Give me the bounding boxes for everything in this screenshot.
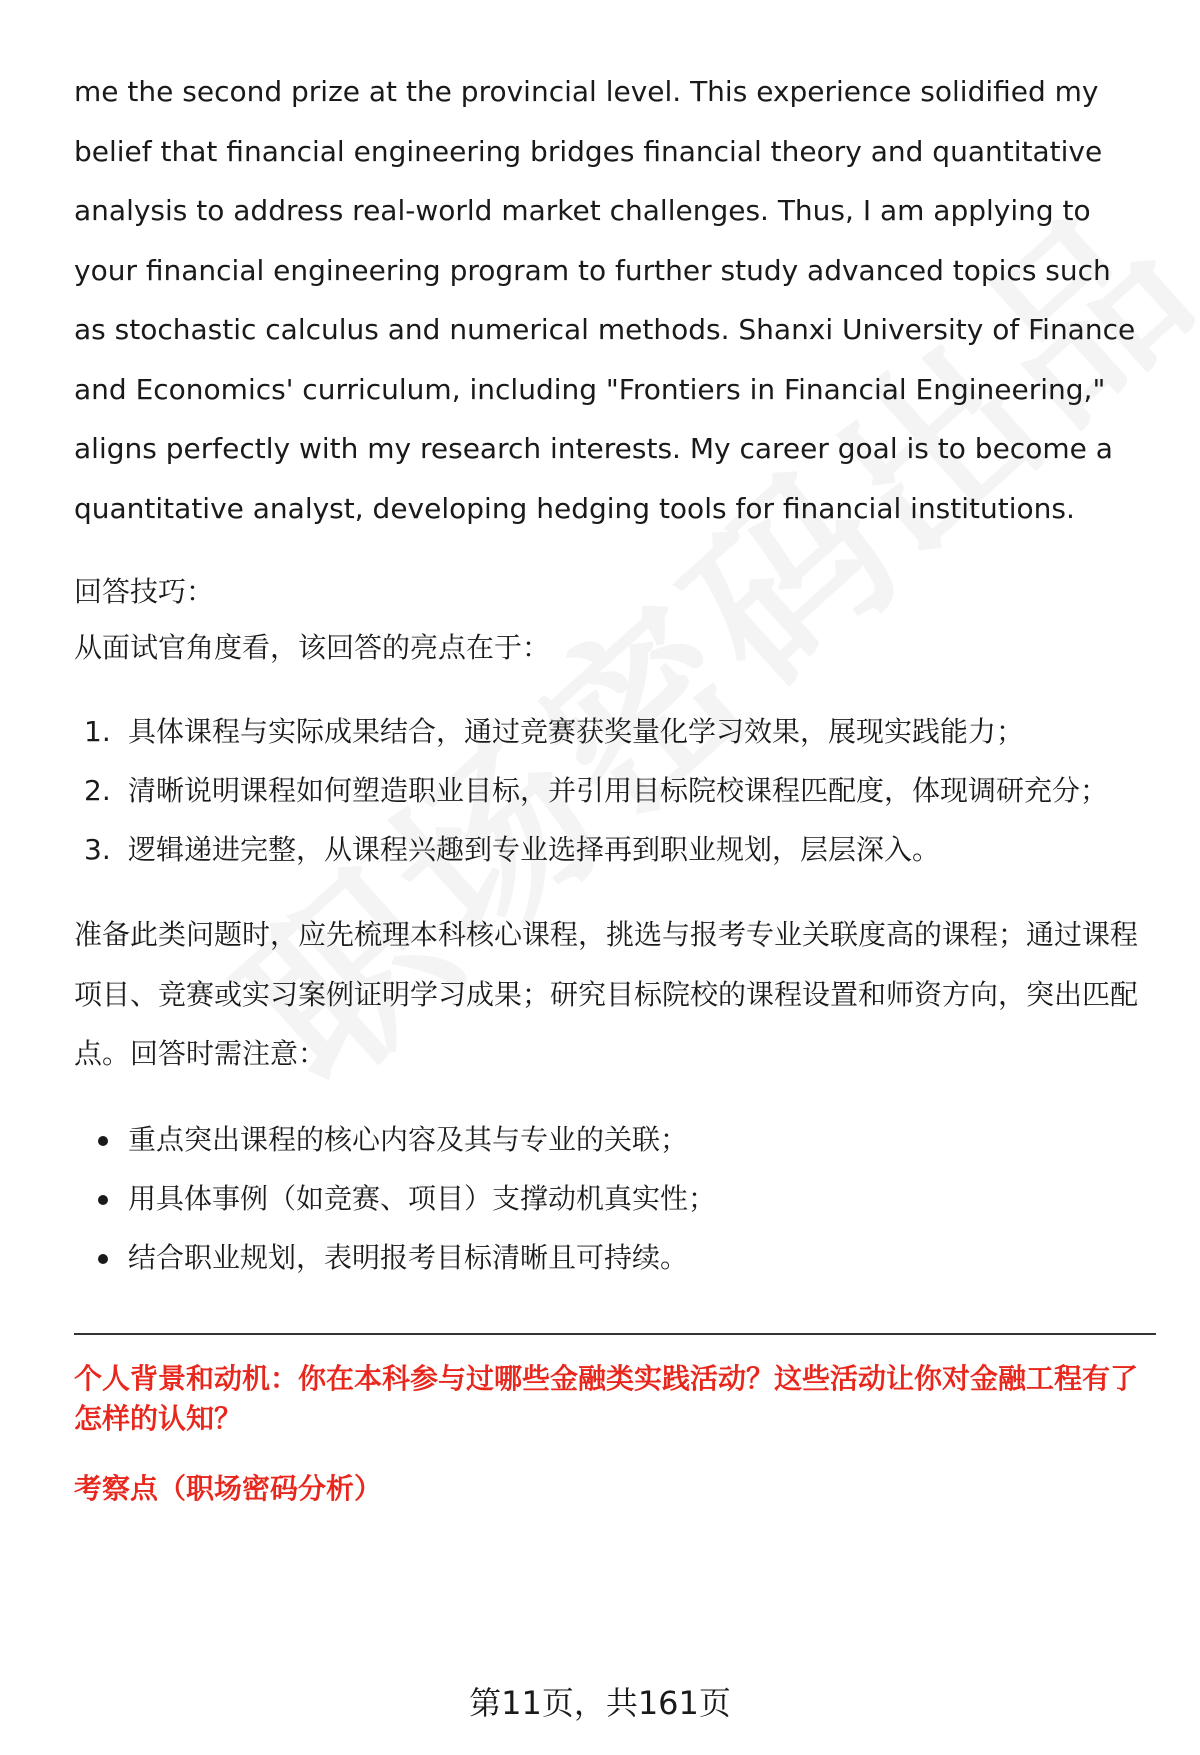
list-item: 结合职业规划，表明报考目标清晰且可持续。 [74,1228,1154,1287]
paragraph-line: quantitative analyst, developing hedging tools for financial institutions. [74,491,1075,525]
page-number: 第11页，共161页 [469,1684,731,1722]
paragraph-line: as stochastic calculus and numerical methods. Shanxi University of Finance [74,313,1136,346]
list-item [74,702,1154,761]
highlight-list [74,702,1154,879]
paragraph-line: aligns perfectly with my research interests. My career goal is to become a [74,432,1113,465]
list-item: 重点突出课程的核心内容及其与专业的关联； [74,1110,1154,1169]
next-question-heading: 个人背景和动机：你在本科参与过哪些金融类实践活动？这些活动让你对金融工程有了怎样的认知？ [74,1361,1139,1435]
prep-paragraph: 准备此类问题时，应先梳理本科核心课程，挑选与报考专业关联度高的课程；通过课程项目、竞赛或实习案例证明学习成果；研究目标院校的课程设置和师资方向，突出匹配点。回答时需注意： [74,918,1139,1070]
tips-heading: 回答技巧： [74,575,215,608]
paragraph-line: your financial engineering program to further study advanced topics such [74,253,1111,287]
english-answer-paragraph [74,62,1154,538]
exam-point-heading: 考察点（职场密码分析） [74,1471,383,1505]
list-item: 用具体事例（如竞赛、项目）支撑动机真实性； [74,1169,1154,1228]
paragraph-line: me the second prize at the provincial level. This experience solidified my [74,75,1099,108]
page-content [74,62,1154,1509]
list-item [74,820,1154,879]
paragraph-line: belief that financial engineering bridges financial theory and quantitative [74,134,1103,168]
list-number: 2. [84,774,111,807]
list-item-text: 逻辑递进完整，从课程兴趣到专业选择再到职业规划，层层深入。 [128,833,941,866]
tips-lead: 从面试官角度看，该回答的亮点在于： [74,631,551,664]
paragraph-line: and Economics' curriculum, including "Frontiers in Financial Engineering," [74,372,1106,406]
list-number: 3. [84,833,111,866]
notes-list [74,1110,1154,1287]
list-number: 1. [84,715,111,748]
section-divider [74,1333,1156,1335]
list-item [74,761,1154,820]
list-item-text: 清晰说明课程如何塑造职业目标，并引用目标院校课程匹配度，体现调研充分； [128,774,1109,807]
list-item-text: 具体课程与实际成果结合，通过竞赛获奖量化学习效果，展现实践能力； [128,715,1025,748]
paragraph-line: analysis to address real-world market challenges. Thus, I am applying to [74,194,1091,227]
